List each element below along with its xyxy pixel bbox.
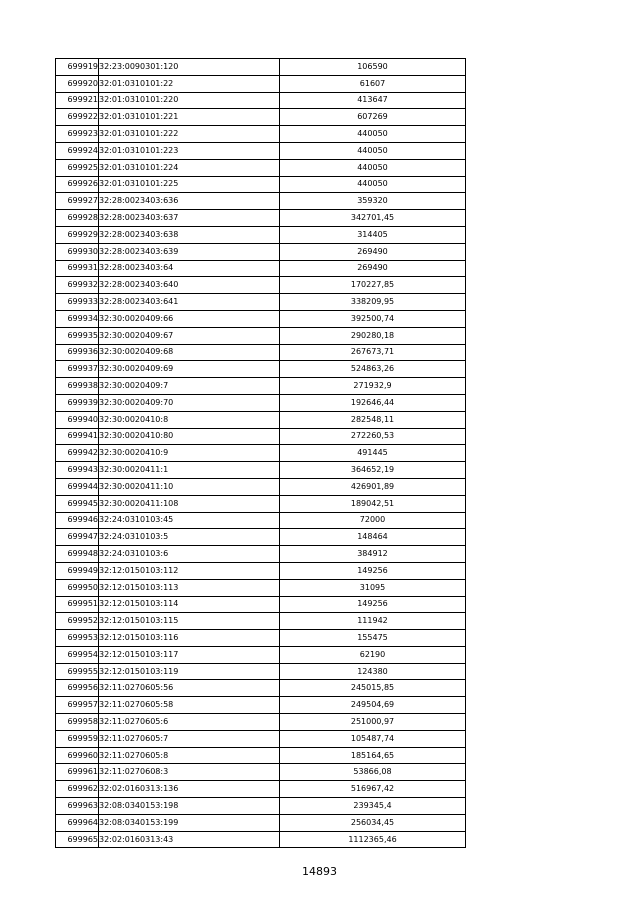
row-id-cell: 699962 <box>56 781 99 798</box>
row-id-cell: 699919 <box>56 59 99 76</box>
cadastral-number-cell: 32:30:0020409:66 <box>99 310 280 327</box>
value-cell: 111942 <box>280 613 466 630</box>
table-row <box>56 226 466 243</box>
table-row <box>56 193 466 210</box>
cadastral-number-cell: 32:02:0160313:136 <box>99 781 280 798</box>
value-cell: 1112365,46 <box>280 831 466 848</box>
value-cell: 124380 <box>280 663 466 680</box>
value-cell: 440050 <box>280 126 466 143</box>
row-id-cell: 699949 <box>56 562 99 579</box>
cadastral-number-cell: 32:12:0150103:115 <box>99 613 280 630</box>
row-id-cell: 699945 <box>56 495 99 512</box>
cadastral-number-cell: 32:30:0020411:108 <box>99 495 280 512</box>
value-cell: 249504,69 <box>280 697 466 714</box>
value-cell: 413647 <box>280 92 466 109</box>
row-id-cell: 699946 <box>56 512 99 529</box>
cadastral-number-cell: 32:02:0160313:43 <box>99 831 280 848</box>
row-id-cell: 699921 <box>56 92 99 109</box>
value-cell: 384912 <box>280 546 466 563</box>
cadastral-number-cell: 32:30:0020410:8 <box>99 411 280 428</box>
value-cell: 359320 <box>280 193 466 210</box>
row-id-cell: 699950 <box>56 579 99 596</box>
value-cell: 338209,95 <box>280 294 466 311</box>
value-cell: 440050 <box>280 159 466 176</box>
table-row <box>56 613 466 630</box>
value-cell: 267673,71 <box>280 344 466 361</box>
cadastral-number-cell: 32:30:0020409:68 <box>99 344 280 361</box>
cadastral-number-cell: 32:11:0270605:8 <box>99 747 280 764</box>
table-row <box>56 630 466 647</box>
row-id-cell: 699965 <box>56 831 99 848</box>
row-id-cell: 699937 <box>56 361 99 378</box>
row-id-cell: 699935 <box>56 327 99 344</box>
table-row <box>56 781 466 798</box>
cadastral-number-cell: 32:30:0020411:10 <box>99 478 280 495</box>
row-id-cell: 699923 <box>56 126 99 143</box>
row-id-cell: 699933 <box>56 294 99 311</box>
cadastral-number-cell: 32:28:0023403:637 <box>99 210 280 227</box>
cadastral-number-cell: 32:30:0020411:1 <box>99 462 280 479</box>
page-number: 14893 <box>302 865 337 878</box>
cadastral-number-cell: 32:28:0023403:639 <box>99 243 280 260</box>
row-id-cell: 699925 <box>56 159 99 176</box>
cadastral-number-cell: 32:30:0020410:9 <box>99 445 280 462</box>
table-row <box>56 730 466 747</box>
row-id-cell: 699961 <box>56 764 99 781</box>
value-cell: 31095 <box>280 579 466 596</box>
value-cell: 251000,97 <box>280 714 466 731</box>
table-row <box>56 445 466 462</box>
row-id-cell: 699955 <box>56 663 99 680</box>
value-cell: 440050 <box>280 142 466 159</box>
cadastral-number-cell: 32:24:0310103:6 <box>99 546 280 563</box>
cadastral-number-cell: 32:08:0340153:199 <box>99 814 280 831</box>
row-id-cell: 699951 <box>56 596 99 613</box>
table-row <box>56 714 466 731</box>
row-id-cell: 699924 <box>56 142 99 159</box>
table-row <box>56 310 466 327</box>
row-id-cell: 699941 <box>56 428 99 445</box>
table-row <box>56 394 466 411</box>
value-cell: 245015,85 <box>280 680 466 697</box>
value-cell: 272260,53 <box>280 428 466 445</box>
value-cell: 72000 <box>280 512 466 529</box>
value-cell: 269490 <box>280 260 466 277</box>
cadastral-number-cell: 32:01:0310101:223 <box>99 142 280 159</box>
cadastral-number-cell: 32:28:0023403:640 <box>99 277 280 294</box>
value-cell: 271932,9 <box>280 378 466 395</box>
table-row <box>56 92 466 109</box>
table-row <box>56 361 466 378</box>
value-cell: 516967,42 <box>280 781 466 798</box>
cadastral-number-cell: 32:24:0310103:5 <box>99 529 280 546</box>
cadastral-number-cell: 32:23:0090301:120 <box>99 59 280 76</box>
value-cell: 155475 <box>280 630 466 647</box>
cadastral-number-cell: 32:28:0023403:641 <box>99 294 280 311</box>
table-row <box>56 529 466 546</box>
row-id-cell: 699931 <box>56 260 99 277</box>
table-row <box>56 546 466 563</box>
table-row <box>56 764 466 781</box>
table-row <box>56 814 466 831</box>
data-table <box>55 58 466 848</box>
cadastral-number-cell: 32:30:0020410:80 <box>99 428 280 445</box>
table-row <box>56 411 466 428</box>
cadastral-number-cell: 32:01:0310101:225 <box>99 176 280 193</box>
cadastral-number-cell: 32:28:0023403:636 <box>99 193 280 210</box>
row-id-cell: 699928 <box>56 210 99 227</box>
row-id-cell: 699934 <box>56 310 99 327</box>
value-cell: 189042,51 <box>280 495 466 512</box>
table-row <box>56 378 466 395</box>
cadastral-number-cell: 32:30:0020409:70 <box>99 394 280 411</box>
table-row <box>56 798 466 815</box>
value-cell: 314405 <box>280 226 466 243</box>
row-id-cell: 699943 <box>56 462 99 479</box>
value-cell: 53866,08 <box>280 764 466 781</box>
table-row <box>56 495 466 512</box>
table-row <box>56 142 466 159</box>
row-id-cell: 699930 <box>56 243 99 260</box>
cadastral-number-cell: 32:11:0270608:3 <box>99 764 280 781</box>
cadastral-number-cell: 32:11:0270605:6 <box>99 714 280 731</box>
row-id-cell: 699936 <box>56 344 99 361</box>
table-row <box>56 109 466 126</box>
row-id-cell: 699952 <box>56 613 99 630</box>
table-body <box>56 59 466 848</box>
row-id-cell: 699926 <box>56 176 99 193</box>
table-row <box>56 646 466 663</box>
cadastral-number-cell: 32:30:0020409:7 <box>99 378 280 395</box>
row-id-cell: 699938 <box>56 378 99 395</box>
cadastral-number-cell: 32:12:0150103:112 <box>99 562 280 579</box>
table-row <box>56 478 466 495</box>
row-id-cell: 699922 <box>56 109 99 126</box>
cadastral-number-cell: 32:24:0310103:45 <box>99 512 280 529</box>
cadastral-number-cell: 32:28:0023403:638 <box>99 226 280 243</box>
table-row <box>56 596 466 613</box>
value-cell: 192646,44 <box>280 394 466 411</box>
table-row <box>56 663 466 680</box>
table-row <box>56 831 466 848</box>
value-cell: 62190 <box>280 646 466 663</box>
cadastral-number-cell: 32:11:0270605:58 <box>99 697 280 714</box>
value-cell: 426901,89 <box>280 478 466 495</box>
table-row <box>56 462 466 479</box>
cadastral-number-cell: 32:12:0150103:119 <box>99 663 280 680</box>
value-cell: 269490 <box>280 243 466 260</box>
table-row <box>56 697 466 714</box>
value-cell: 290280,18 <box>280 327 466 344</box>
value-cell: 185164,65 <box>280 747 466 764</box>
table-row <box>56 680 466 697</box>
cadastral-number-cell: 32:30:0020409:67 <box>99 327 280 344</box>
row-id-cell: 699964 <box>56 814 99 831</box>
row-id-cell: 699954 <box>56 646 99 663</box>
cadastral-number-cell: 32:01:0310101:222 <box>99 126 280 143</box>
value-cell: 105487,74 <box>280 730 466 747</box>
row-id-cell: 699959 <box>56 730 99 747</box>
row-id-cell: 699947 <box>56 529 99 546</box>
row-id-cell: 699948 <box>56 546 99 563</box>
table-row <box>56 59 466 76</box>
table-row <box>56 428 466 445</box>
cadastral-number-cell: 32:01:0310101:220 <box>99 92 280 109</box>
value-cell: 524863,26 <box>280 361 466 378</box>
cadastral-number-cell: 32:01:0310101:22 <box>99 75 280 92</box>
row-id-cell: 699939 <box>56 394 99 411</box>
table-row <box>56 260 466 277</box>
row-id-cell: 699956 <box>56 680 99 697</box>
cadastral-number-cell: 32:28:0023403:64 <box>99 260 280 277</box>
row-id-cell: 699960 <box>56 747 99 764</box>
row-id-cell: 699957 <box>56 697 99 714</box>
table-row <box>56 277 466 294</box>
row-id-cell: 699927 <box>56 193 99 210</box>
row-id-cell: 699920 <box>56 75 99 92</box>
value-cell: 239345,4 <box>280 798 466 815</box>
row-id-cell: 699932 <box>56 277 99 294</box>
cadastral-number-cell: 32:12:0150103:116 <box>99 630 280 647</box>
cadastral-number-cell: 32:11:0270605:56 <box>99 680 280 697</box>
cadastral-number-cell: 32:12:0150103:117 <box>99 646 280 663</box>
table-row <box>56 747 466 764</box>
table-row <box>56 210 466 227</box>
value-cell: 491445 <box>280 445 466 462</box>
row-id-cell: 699942 <box>56 445 99 462</box>
table-row <box>56 327 466 344</box>
value-cell: 170227,85 <box>280 277 466 294</box>
value-cell: 149256 <box>280 596 466 613</box>
table-row <box>56 294 466 311</box>
value-cell: 342701,45 <box>280 210 466 227</box>
cadastral-number-cell: 32:12:0150103:114 <box>99 596 280 613</box>
table-row <box>56 562 466 579</box>
cadastral-number-cell: 32:08:0340153:198 <box>99 798 280 815</box>
table-row <box>56 512 466 529</box>
table-row <box>56 176 466 193</box>
value-cell: 148464 <box>280 529 466 546</box>
table-row <box>56 243 466 260</box>
cadastral-number-cell: 32:12:0150103:113 <box>99 579 280 596</box>
table-row <box>56 159 466 176</box>
value-cell: 256034,45 <box>280 814 466 831</box>
table-row <box>56 579 466 596</box>
value-cell: 282548,11 <box>280 411 466 428</box>
table-row <box>56 75 466 92</box>
value-cell: 440050 <box>280 176 466 193</box>
cadastral-number-cell: 32:01:0310101:224 <box>99 159 280 176</box>
cadastral-number-cell: 32:11:0270605:7 <box>99 730 280 747</box>
value-cell: 607269 <box>280 109 466 126</box>
table-row <box>56 126 466 143</box>
value-cell: 392500,74 <box>280 310 466 327</box>
row-id-cell: 699953 <box>56 630 99 647</box>
cadastral-number-cell: 32:30:0020409:69 <box>99 361 280 378</box>
row-id-cell: 699940 <box>56 411 99 428</box>
value-cell: 61607 <box>280 75 466 92</box>
cadastral-number-cell: 32:01:0310101:221 <box>99 109 280 126</box>
row-id-cell: 699929 <box>56 226 99 243</box>
row-id-cell: 699944 <box>56 478 99 495</box>
row-id-cell: 699958 <box>56 714 99 731</box>
value-cell: 149256 <box>280 562 466 579</box>
value-cell: 364652,19 <box>280 462 466 479</box>
row-id-cell: 699963 <box>56 798 99 815</box>
value-cell: 106590 <box>280 59 466 76</box>
table-row <box>56 344 466 361</box>
